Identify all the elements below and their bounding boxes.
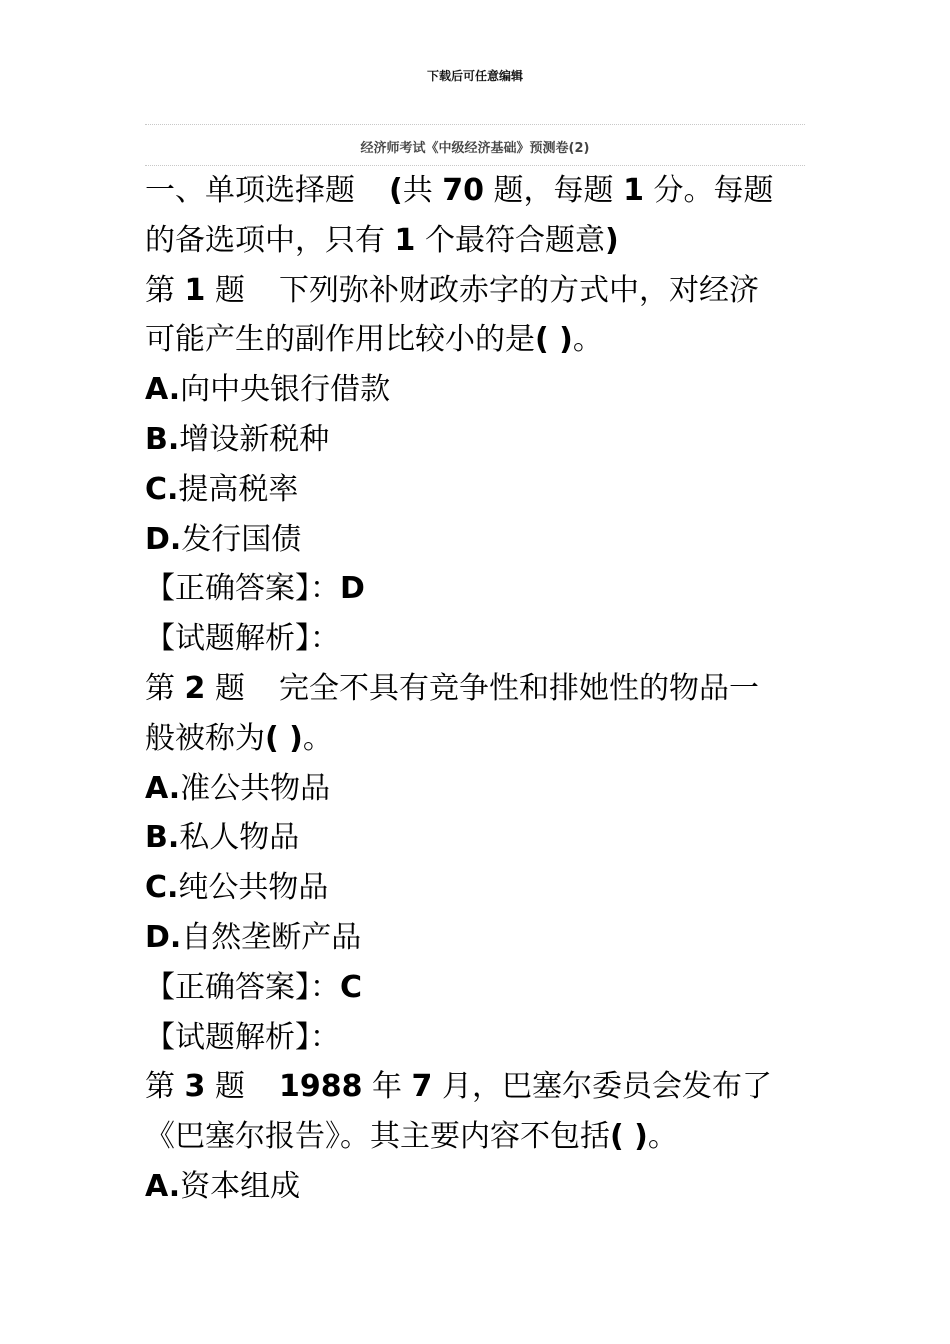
question-1-stem-line-1: 第 1 题 下列弥补财政赤字的方式中，对经济 — [145, 272, 759, 308]
question-1-option-d: D.发行国债 — [145, 521, 302, 557]
document-title: 经济师考试《中级经济基础》预测卷(2) — [360, 141, 590, 156]
header-note: 下载后可任意编辑 — [426, 69, 523, 83]
question-1-option-a: A.向中央银行借款 — [145, 372, 391, 408]
section-heading-line-2: 的备选项中，只有 1 个最符合题意) — [145, 222, 619, 258]
question-3-stem-line-2: 《巴塞尔报告》。其主要内容不包括( )。 — [145, 1119, 678, 1155]
question-2-option-d: D.自然垄断产品 — [145, 919, 362, 955]
section-title: 一、单项选择题 — [145, 173, 355, 208]
section-heading-line-1: 一、单项选择题 (共 70 题，每题 1 分。每题 — [145, 173, 774, 208]
question-2-stem-line-1: 第 2 题 完全不具有竞争性和排她性的物品一 — [145, 670, 759, 706]
question-3-stem-line-1: 第 3 题 1988 年 7 月，巴塞尔委员会发布了 — [145, 1069, 772, 1105]
question-2-option-a: A.准公共物品 — [145, 770, 331, 806]
question-2-option-c: C.纯公共物品 — [145, 870, 329, 906]
question-2-analysis: 【试题解析】： — [145, 1019, 340, 1055]
document-body — [145, 166, 810, 1212]
question-1-answer: 【正确答案】：D — [145, 571, 365, 607]
question-3-option-a: A.资本组成 — [145, 1168, 301, 1204]
question-1-stem-line-2: 可能产生的副作用比较小的是( )。 — [145, 322, 603, 358]
question-2-answer: 【正确答案】：C — [145, 969, 363, 1005]
top-divider — [145, 124, 805, 125]
question-1-analysis: 【试题解析】： — [145, 621, 340, 657]
question-1-option-b: B.增设新税种 — [145, 421, 330, 457]
question-1-option-c: C.提高税率 — [145, 471, 299, 507]
question-2-stem-line-2: 般被称为( )。 — [145, 720, 333, 756]
question-2-option-b: B.私人物品 — [145, 820, 300, 856]
